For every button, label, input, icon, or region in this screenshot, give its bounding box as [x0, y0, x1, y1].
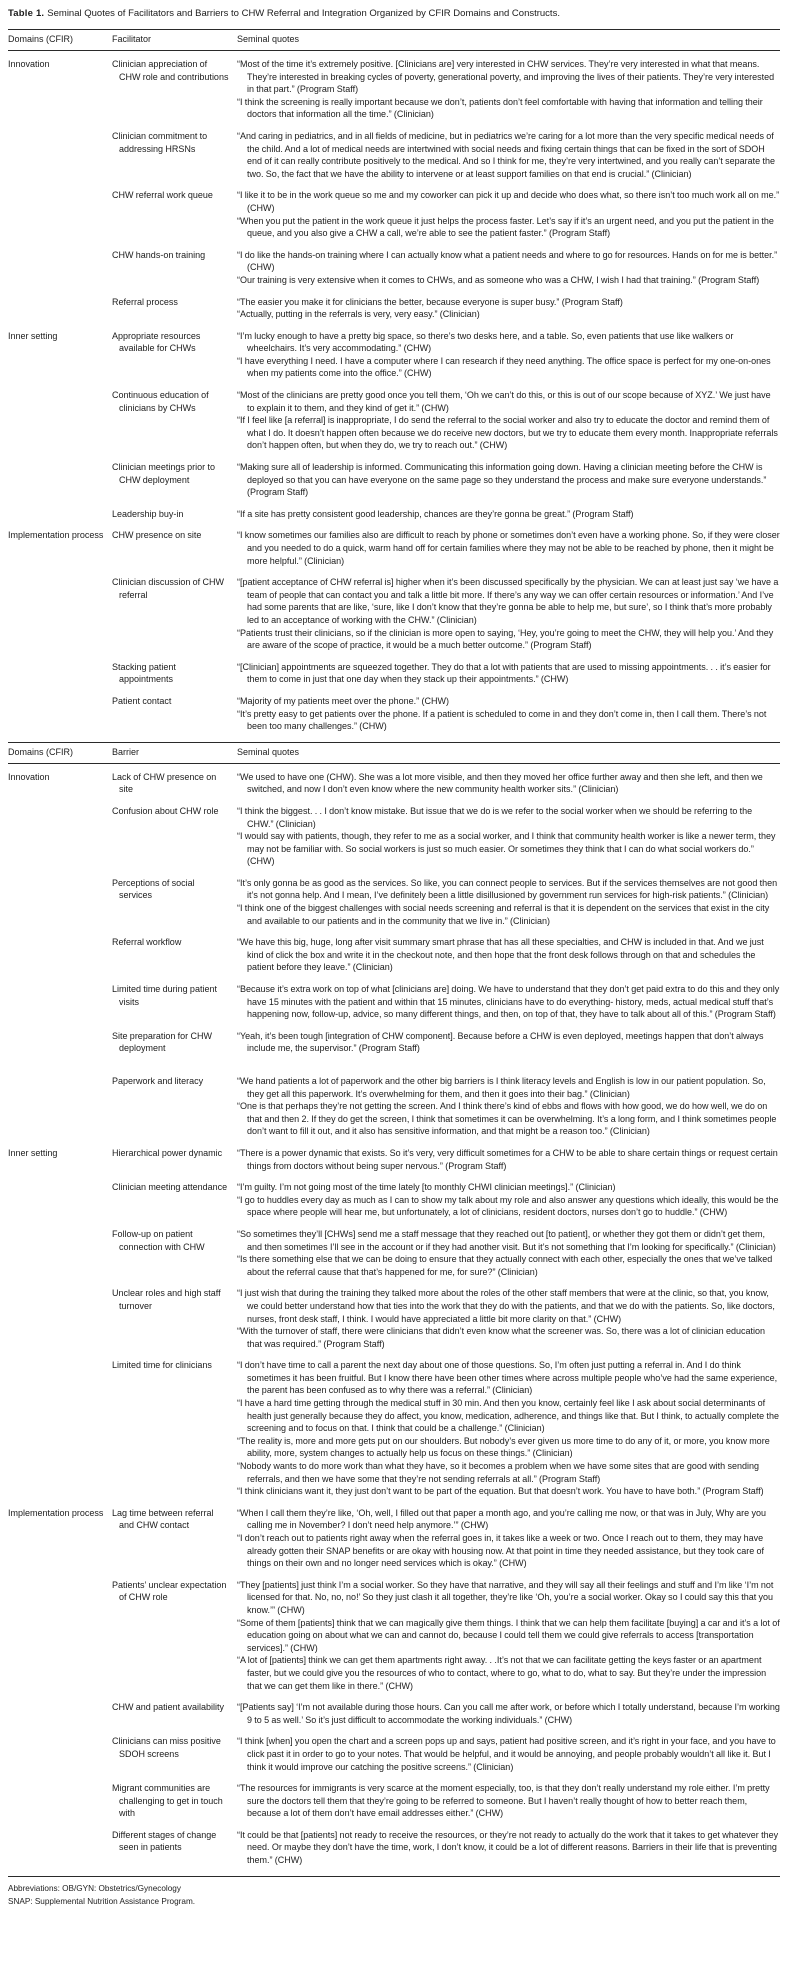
construct-cell: Clinician commitment to addressing HRSNs [112, 130, 208, 154]
table-section-barriers [8, 742, 780, 1867]
construct-cell: Paperwork and literacy [112, 1076, 204, 1086]
domain-cell [8, 389, 104, 452]
column-header: Facilitator [112, 34, 152, 44]
domain-cell [8, 1075, 104, 1138]
table-row [8, 1075, 780, 1138]
construct-cell: Referral workflow [112, 937, 182, 948]
construct-cell: Continuous education of clinicians by CHWs [112, 390, 209, 413]
quote-text: “Most of the clinicians are pretty good once you tell them, ‘Oh we can’t do this, or this is out of our scope because of XYZ.’ We just have to explain it to them, and they kind of get it.” (CHW) [237, 390, 771, 413]
quote-text: “I’m lucky enough to have a pretty big space, so there’s two desks here, and a table. So, even patients that use like walkers or wheelchairs. It’s very accommodating.” (CHW) [237, 330, 734, 354]
column-header: Seminal quotes [237, 746, 300, 757]
table-row [8, 296, 780, 321]
quote-text: “Most of the time it’s extremely positive. [Clinicians are] very interested in CHW services. They’re very interested in what that means. They’re interested in breaking cycles of poverty, generational poverty, and improving the lives of their patients. They’re very interested in that part.” (Program Staff) [237, 59, 775, 95]
quotes-cell [237, 1228, 780, 1278]
quotes-cell [237, 1735, 780, 1773]
quotes-cell [237, 1075, 780, 1138]
quotes-cell [237, 1147, 780, 1172]
table-row [8, 771, 780, 796]
quote-text: “One is that perhaps they’re not getting the screen. And I think there’s kind of ebbs and flows with how good, we do how well, we do on that and then 2. If they do get the screen, I think that sometimes it can be overwhelming. It’s a long form, and I think sometimes people don’t want to fill it out, and it also has sensitive information, and that might be a reason too.” (Clinician) [237, 1101, 777, 1137]
domain-cell [8, 1359, 104, 1498]
construct-cell: Lag time between referral and CHW contact [112, 1507, 214, 1531]
quotes-cell [237, 296, 780, 321]
construct-cell: CHW referral work queue [112, 190, 213, 201]
domain-cell [8, 936, 104, 974]
table-row [8, 936, 780, 974]
domain-cell [8, 461, 104, 499]
column-header: Barrier [112, 746, 140, 757]
quote-text: “It could be that [patients] not ready to receive the resources, or they’re not ready to actually do the work that it takes to get whatever they need. Or maybe they don’t have the time, work, I don’t know, it could be a lot of different reasons. Barriers in their life that is preventing them.” (CHW) [237, 1829, 779, 1866]
domain-cell [8, 877, 104, 927]
quote-text: “[patient acceptance of CHW referral is] higher when it’s been discussed specifically by the physician. We can at least just say ‘we have a team of people that can contact you and talk a little bit more. If there’s any way we can offer certain resources or information.’ And I’ve had some parents that are like, ‘sure, like I don’t know that they’re gonna be able to help me, but sure’, so I think that’s more probably led to an acceptance of working with the CHW.” (Clinician) [237, 577, 779, 625]
quote-text: “[Patients say] ‘I’m not available during those hours. Can you call me after work, or before which I totally understand, because I’m working 9 to 5 as well.’ So it’s just difficult to accommodate the working individuals.” (CHW) [237, 1702, 780, 1725]
quotes-cell [237, 529, 780, 567]
section-body [8, 51, 780, 733]
construct-cell: Clinician appreciation of CHW role and contributions [112, 59, 229, 82]
domain-cell: Innovation [8, 771, 50, 782]
construct-cell: Confusion about CHW role [112, 805, 219, 816]
column-header-row [8, 29, 780, 51]
column-header-row [8, 742, 780, 764]
quotes-cell [237, 1287, 780, 1350]
quote-text: “I don’t reach out to patients right away when the referral goes in, it takes like a week or two. Once I reach out to them, they may have already gotten their SNAP benefits or are okay with housing now. At that point in time they needed assistance, but they took care of things on their own and no longer need services which is okay.” (CHW) [237, 1533, 765, 1569]
quotes-cell [237, 1701, 780, 1726]
quote-text: “Yeah, it’s been tough [integration of CHW component]. Because before a CHW is even deployed, meetings happen that don’t always include me, the supervisor.” (Program Staff) [237, 1030, 764, 1054]
quote-text: “With the turnover of staff, there were clinicians that didn’t even know what the screener was. So, there was a lot of clinician education that was required.” (Program Staff) [237, 1326, 766, 1349]
table-title-label: Table 1. [8, 8, 45, 19]
table-row [8, 58, 780, 121]
construct-cell: Patients’ unclear expectation of CHW role [112, 1579, 227, 1603]
quotes-cell [237, 805, 780, 868]
domain-cell [8, 1829, 104, 1867]
table-row [8, 1829, 780, 1867]
construct-cell: Clinician meetings prior to CHW deployment [112, 462, 215, 485]
domain-cell [8, 1287, 104, 1350]
table-row [8, 695, 780, 733]
quote-text: “The reality is, more and more gets put on our shoulders. But nobody’s ever given us more time to do any of it, or more, you know more ability, more, system changes to actually help us focus on these things.” (Clinician) [237, 1435, 770, 1459]
domain-cell: Implementation process [8, 530, 104, 541]
table-row [8, 1359, 780, 1498]
construct-cell: Perceptions of social services [112, 877, 195, 901]
construct-cell: Limited time for clinicians [112, 1360, 212, 1371]
quote-text: “I know sometimes our families also are difficult to reach by phone or sometimes don’t even have a working phone. So, if they were closer and you needed to do a quick, warm hand off for certain families where they may not be able to be reached by phone, then it might be more helpful.” (Clinician) [237, 530, 780, 566]
table-row [8, 461, 780, 499]
quote-text: “I think one of the biggest challenges with social needs screening and referral is that it is dependent on the services that exist in the city and available to our patients and in the community that we live in.” (Clinician) [237, 903, 770, 926]
construct-cell: Clinician discussion of CHW referral [112, 577, 224, 600]
construct-cell: Unclear roles and high staff turnover [112, 1288, 221, 1311]
table-row [8, 1579, 780, 1692]
construct-cell: Site preparation for CHW deployment [112, 1030, 212, 1054]
quotes-cell [237, 877, 780, 927]
quotes-cell [237, 1579, 780, 1692]
quote-text: “When you put the patient in the work queue it just helps the process faster. Let’s say if it’s an urgent need, and you put the patient in the queue, and you also give a CHW a call, we’re able to see the patient faster.” (Program Staff) [237, 215, 774, 239]
domain-cell [8, 1228, 104, 1278]
quote-text: “A lot of [patients] think we can get them apartments right away. . .It’s not that we can facilitate getting the keys faster or an apartment faster, but we could give you the resources of who to contact, where to go, what to do, what to say. But they’re under the impression that we can get them like in there.” (CHW) [237, 1655, 767, 1691]
construct-cell: Different stages of change seen in patients [112, 1829, 217, 1853]
quote-text: “I think the biggest. . . I don’t know mistake. But issue that we do is we refer to the social worker when we should be referring to the CHW.” (Clinician) [237, 805, 753, 829]
table-row [8, 1701, 780, 1726]
quote-text: “Because it’s extra work on top of what [clinicians are] doing. We have to understand that they don’t get paid extra to do this and they only have 15 minutes with the patient and within that 15 minutes, clinicians have to do everything- history, meds, actual medical stuff that’s happening now, follow-up, advice, so many different things, and then, on top of that, they have to talk about all of this.” (Program Staff) [237, 984, 780, 1020]
domain-cell: Innovation [8, 59, 50, 69]
quotes-cell [237, 249, 780, 287]
construct-cell: Lack of CHW presence on site [112, 771, 217, 795]
quote-text: “The resources for immigrants is very scarce at the moment especially, too, is that they don’t really understand my role either. I’m pretty sure the doctors tell them that they’re going to be referred to someone. But I haven’t really thought of how to better reach them, because a lot of them don’t have email addresses either.” (CHW) [237, 1783, 770, 1819]
quote-text: “We hand patients a lot of paperwork and the other big barriers is I think literacy levels and English is low in our patient population. So, they get all this paperwork. It’s overwhelming for them, and then it goes into their bag.” (Clinician) [237, 1076, 766, 1099]
construct-cell: Migrant communities are challenging to get in touch with [112, 1783, 223, 1819]
construct-cell: Leadership buy-in [112, 508, 184, 519]
footnote-abbreviations: Abbreviations: OB/GYN: Obstetrics/Gynecology [8, 1883, 181, 1893]
quote-text: “If a site has pretty consistent good leadership, chances are they’re gonna be great.” (Program Staff) [237, 508, 634, 519]
quote-text: “I think clinicians want it, they just don’t want to be part of the equation. But that doesn’t work. You have to have both.” (Program Staff) [237, 1486, 764, 1497]
quote-text: “There is a power dynamic that exists. So it’s very, very difficult sometimes for a CHW to be able to share certain things or request certain things from doctors without being super nervous.” (Program Staff) [237, 1147, 778, 1171]
quote-text: “I just wish that during the training they talked more about the roles of the other staff members that were at the clinic, so that, you know, we could better understand how that ties into the work that they do with the patients, and that we do with the patients. So, like doctors, nurses, front desk staff, I think. I would have appreciated a little bit more clarity on that.” (CHW) [237, 1288, 775, 1324]
table-row [8, 1228, 780, 1278]
domain-cell [8, 1735, 104, 1773]
table-row [8, 877, 780, 927]
construct-cell: Appropriate resources available for CHWs [112, 330, 201, 354]
quote-text: “They [patients] just think I’m a social worker. So they have that narrative, and they will say all their feelings and stuff and I’m like ‘I’m not licensed for that. No, no, no!’ So they just clash it all together, they’re like ‘Oh, you’re a social worker. Okay so I could say this that you know.’” (CHW) [237, 1579, 774, 1615]
table-row [8, 1782, 780, 1820]
domain-cell [8, 576, 104, 652]
quote-text: “I don’t have time to call a parent the next day about one of those questions. So, I’m often just putting a referral in. And I do think sometimes it has been fruitful. But I know there have been other times where across multiple people who’ve had the same experience, the parent has been confused as to why there was a referral.” (Clinician) [237, 1360, 778, 1396]
construct-cell: CHW presence on site [112, 530, 202, 541]
domain-cell [8, 1701, 104, 1726]
footnote-snap: SNAP: Supplemental Nutrition Assistance Program. [8, 1896, 196, 1906]
quote-text: “Patients trust their clinicians, so if the clinician is more open to saying, ‘Hey, you’re going to meet the CHW, they will help you.’ And they are aware of the scope of practice, it would be a much better outcome.” (Program Staff) [237, 627, 774, 651]
quote-text: “I have everything I need. I have a computer where I can research if they need anything. The office space is perfect for my one-on-ones when my patients come into the office.” (CHW) [237, 355, 771, 379]
domain-cell [8, 695, 104, 733]
quote-text: “The easier you make it for clinicians the better, because everyone is super busy.” (Program Staff) [237, 296, 623, 307]
construct-cell: Clinicians can miss positive SDOH screens [112, 1736, 221, 1759]
quotes-cell [237, 508, 780, 521]
quotes-cell [237, 58, 780, 121]
quotes-cell [237, 1030, 780, 1055]
quote-text: “I have a hard time getting through the medical stuff in 30 min. And then you know, certainly feel like I ask about social determinants of health just generally because they do affect, you know, medication, adherence, and things like that. But I think, to actually complete the screening and to focus on that. I think that could be a challenge.” (Clinician) [237, 1398, 779, 1434]
quote-text: “Nobody wants to do more work than what they have, so it becomes a problem when we have some sites that are good with sending referrals, and then we have some that they’re not sending referrals at all.” (Program Staff) [237, 1461, 759, 1484]
table-row [8, 1735, 780, 1773]
quote-text: “I like it to be in the work queue so me and my coworker can pick it up and decide who does what, so there isn’t too much work all on me.” (CHW) [237, 190, 780, 213]
table-row [8, 249, 780, 287]
quotes-cell [237, 1782, 780, 1820]
quote-text: “Some of them [patients] think that we can magically give them things. I think that we can help them facilitate [buying] a car and it’s a lot of education going on about what we can and cannot do, because I could tell them we could give referrals to access [transportation services].” (CHW) [237, 1617, 780, 1653]
table-root [8, 29, 780, 1867]
domain-cell: Inner setting [8, 1147, 58, 1158]
quotes-cell [237, 576, 780, 652]
quotes-cell [237, 983, 780, 1021]
quote-text: “I think the screening is really important because we don’t, patients don’t feel comfortable with having that information and telling their doctors that information all the time.” (Clinician) [237, 96, 763, 120]
quotes-cell [237, 771, 780, 796]
column-header: Seminal quotes [237, 34, 300, 44]
quotes-cell [237, 189, 780, 239]
table-row [8, 1030, 780, 1055]
quote-text: “Making sure all of leadership is informed. Communicating this information going down. Having a clinician meeting before the CHW is deployed so that you can have everyone on the same page so they understand the process and make sure everyone understands.” (Program Staff) [237, 462, 767, 498]
quote-text: “So sometimes they’ll [CHWs] send me a staff message that they reached out [to patient], or whether they got them or didn’t get them, and then sometimes I’ll see in the account or if they had another visit. But it’s not something that I’m looking for specifically.” (Clinician) [237, 1228, 776, 1252]
table-row [8, 1507, 780, 1570]
construct-cell: Limited time during patient visits [112, 984, 217, 1007]
quotes-cell [237, 1829, 780, 1867]
construct-cell: Follow-up on patient connection with CHW [112, 1228, 205, 1252]
column-header: Domains (CFIR) [8, 746, 74, 757]
quote-text: “Actually, putting in the referrals is very, very easy.” (Clinician) [237, 309, 480, 320]
section-body [8, 764, 780, 1867]
quote-text: “Majority of my patients meet over the phone.” (CHW) [237, 695, 449, 706]
construct-cell: Clinician meeting attendance [112, 1182, 228, 1193]
table-row [8, 805, 780, 868]
table-row [8, 330, 780, 380]
quotes-cell [237, 661, 780, 686]
domain-cell: Inner setting [8, 330, 58, 341]
quote-text: “I do like the hands-on training where I can actually know what a patient needs and where to go for resources. Hands on for me is better.” (CHW) [237, 249, 778, 273]
quote-text: “It’s pretty easy to get patients over the phone. If a patient is scheduled to come in and they don’t come in, then I call them. There’s not been too many challenges.” (CHW) [237, 708, 767, 732]
quotes-cell [237, 130, 780, 180]
table-row [8, 576, 780, 652]
quotes-cell [237, 1359, 780, 1498]
table-row [8, 130, 780, 180]
table-row [8, 189, 780, 239]
quote-text: “I think [when] you open the chart and a screen pops up and says, patient had positive screen, and it’s right in your face, and you have to click past it in order to go to your notes. That would be helpful, and it would be annoying, and people probably wouldn’t all like it. But I think it would improve our catching the positive screens.” (Clinician) [237, 1736, 776, 1772]
table-title [8, 8, 780, 20]
table-title-text: Seminal Quotes of Facilitators and Barriers to CHW Referral and Integration Organized by CFIR Domains and Constructs. [47, 8, 560, 19]
quote-text: “I go to huddles every day as much as I can to show my talk about my role and also answer any questions which ideally, this would be the space where people will hear me, but unfortunately, a lot of clinicians, resident doctors, nurses don’t go to huddle.” (CHW) [237, 1194, 779, 1218]
quote-text: “And caring in pediatrics, and in all fields of medicine, but in pediatrics we’re caring for a lot more than the very specific medical needs of the child. And a lot of medical needs are intertwined with social needs and fixing certain things that can be fixed in the sort of SDOH end of it can really contribute positively to the medical. And so I think for me, they’re very intertwined, and you really can’t separate the two. So, the fact that we have the ability to intervene or at least support families on that end is crucial.” (Clinician) [237, 130, 775, 179]
table-row [8, 1287, 780, 1350]
domain-cell [8, 1782, 104, 1820]
domain-cell [8, 1030, 104, 1055]
table-row [8, 983, 780, 1021]
construct-cell: Referral process [112, 296, 178, 307]
quote-text: “It’s only gonna be as good as the services. So like, you can connect people to services. But if the services themselves are not good then it’s not gonna help. And I mean, I’ve definitely been a little disillusioned by government run services for high-risk patients.” (Clinician) [237, 877, 778, 901]
table-row [8, 1147, 780, 1172]
quotes-cell [237, 461, 780, 499]
quote-text: “I would say with patients, though, they refer to me as a social worker, and I think that community health worker is like a newer term, they may not be familiar with. So social workers is just so much easier. Or sometimes they think that I can do what social workers do.” (CHW) [237, 831, 776, 867]
table-section-facilitators [8, 29, 780, 733]
domain-cell [8, 249, 104, 287]
domain-cell [8, 1579, 104, 1692]
domain-cell [8, 508, 104, 521]
domain-cell [8, 805, 104, 868]
quotes-cell [237, 695, 780, 733]
domain-cell [8, 983, 104, 1021]
domain-cell [8, 189, 104, 239]
table-row [8, 529, 780, 567]
quotes-cell [237, 389, 780, 452]
column-header: Domains (CFIR) [8, 34, 74, 44]
quote-text: “I’m guilty. I’m not going most of the time lately [to monthly CHWI clinician meetings].” (Clinician) [237, 1182, 616, 1193]
quotes-cell [237, 330, 780, 380]
domain-cell: Implementation process [8, 1507, 104, 1518]
quote-text: “Is there something else that we can be doing to ensure that they actually connect with each other, especially the ones that we’ve talked about the referral cause that that’s happened for me, for sure?” (Clinician) [237, 1254, 773, 1277]
quote-text: “We used to have one (CHW). She was a lot more visible, and then they moved her office further away and then she left, and then we switched, and now I don’t even know where the new community health worker sits.” (Clinician) [237, 771, 763, 795]
table-row [8, 389, 780, 452]
domain-cell [8, 661, 104, 686]
table-row [8, 661, 780, 686]
quote-text: “[Clinician] appointments are squeezed together. They do that a lot with patients that are used to missing appointments. . . it’s easier for them to come in just that one day when they stack up their appointments.” (CHW) [237, 661, 771, 685]
construct-cell: CHW hands-on training [112, 249, 206, 260]
table-row [8, 1181, 780, 1219]
construct-cell: CHW and patient availability [112, 1702, 224, 1713]
quotes-cell [237, 1507, 780, 1570]
quote-text: “We have this big, huge, long after visit summary smart phrase that has all these specialties, and CHW is included in that. And we just kind of click the box and write it in the checkout note, and then hope that the front desk follows through on that and schedules the patient before they leave.” (Clinician) [237, 937, 764, 973]
domain-cell [8, 296, 104, 321]
quote-text: “If I feel like [a referral] is inappropriate, I do send the referral to the social worker and also try to educate the doctor and remind them of what I do. It doesn’t happen often because we do receive new doctors, but we try to educate them every month. Inappropriate referrals don’t happen often, but when they do, we try to reach out.” (CHW) [237, 415, 778, 451]
domain-cell [8, 1181, 104, 1219]
quote-text: “Our training is very extensive when it comes to CHWs, and as someone who was a CHW, I wish I had that training.” (Program Staff) [237, 274, 760, 285]
table-row [8, 508, 780, 521]
quote-text: “When I call them they’re like, ‘Oh, well, I filled out that paper a month ago, and you’re calling me now, or that was in July, Why are you calling me in November? I don’t need help anymore.’” (CHW) [237, 1507, 766, 1531]
quotes-cell [237, 1181, 780, 1219]
domain-cell [8, 130, 104, 180]
construct-cell: Patient contact [112, 695, 172, 706]
construct-cell: Hierarchical power dynamic [112, 1147, 223, 1158]
construct-cell: Stacking patient appointments [112, 661, 176, 685]
footnotes [8, 1876, 780, 1907]
quotes-cell [237, 936, 780, 974]
